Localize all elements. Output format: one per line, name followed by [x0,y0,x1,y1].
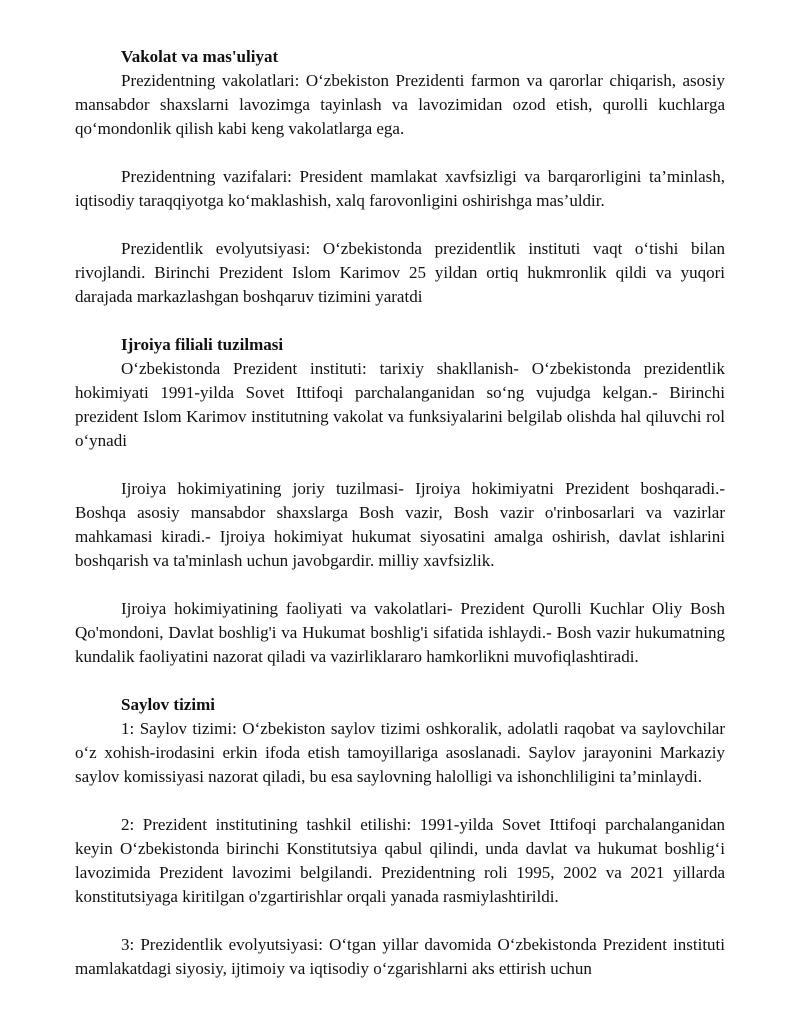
paragraph: Prezidentning vazifalari: President mamlakat xavfsizligi va barqarorligini ta’minlash, iqtisodiy taraqqiyotga ko‘maklashish, xalq farovonligini oshirishga mas’uldir. [75,167,725,210]
section-heading: Saylov tizimi [121,695,215,714]
section-ijroiya [75,333,725,669]
section-heading: Vakolat va mas'uliyat [121,47,279,66]
paragraph: Prezidentlik evolyutsiyasi: O‘zbekistonda prezidentlik instituti vaqt o‘tishi bilan rivojlandi. Birinchi Prezident Islom Karimov 25 yildan ortiq hukmronlik qildi va yuqori darajada markazlashgan boshqaruv tizimini yaratdi [75,239,725,306]
paragraph: Prezidentning vakolatlari: O‘zbekiston Prezidenti farmon va qarorlar chiqarish, asosiy mansabdor shaxslarni lavozimga tayinlash va lavozimidan ozod etish, qurolli kuchlarga qo‘mondonlik qilish kabi keng vakolatlarga ega. [75,71,725,138]
paragraph: 3: Prezidentlik evolyutsiyasi: O‘tgan yillar davomida O‘zbekistonda Prezident instituti mamlakatdagi siyosiy, ijtimoiy va iqtisodiy o‘zgarishlarni aks ettirish uchun [75,935,725,978]
paragraph: Ijroiya hokimiyatining joriy tuzilmasi- Ijroiya hokimiyatni Prezident boshqaradi.- Boshqa asosiy mansabdor shaxslarga Bosh vazir, Bosh vazir o'rinbosarlari va vazirlar mahkamasi kiradi.- Ijroiya hokimiyat hukumat siyosatini amalga oshirish, davlat ishlarini boshqarish va ta'minlash uchun javobgardir. milliy xavfsizlik. [75,479,725,570]
paragraph: 2: Prezident institutining tashkil etilishi: 1991-yilda Sovet Ittifoqi parchalanganidan keyin O‘zbekistonda birinchi Konstitutsiya qabul qilindi, unda davlat va hukumat boshlig‘i lavozimida Prezident lavozimi belgilandi. Prezidentning roli 1995, 2002 va 2021 yillarda konstitutsiyaga kiritilgan o'zgartirishlar orqali yanada rasmiylashtirildi. [75,815,725,906]
section-vakolat [75,45,725,309]
section-saylov [75,693,725,981]
section-heading: Ijroiya filiali tuzilmasi [121,335,284,354]
paragraph: O‘zbekistonda Prezident instituti: tarixiy shakllanish- O‘zbekistonda prezidentlik hokimiyati 1991-yilda Sovet Ittifoqi parchalanganidan so‘ng vujudga kelgan.- Birinchi prezident Islom Karimov institutning vakolat va funksiyalarini belgilab olishda hal qiluvchi rol o‘ynadi [75,359,725,450]
paragraph: Ijroiya hokimiyatining faoliyati va vakolatlari- Prezident Qurolli Kuchlar Oliy Bosh Qo'mondoni, Davlat boshlig'i va Hukumat boshlig'i sifatida ishlaydi.- Bosh vazir hukumatning kundalik faoliyatini nazorat qiladi va vazirliklararo hamkorlikni muvofiqlashtiradi. [75,599,725,666]
paragraph: 1: Saylov tizimi: O‘zbekiston saylov tizimi oshkoralik, adolatli raqobat va saylovchilar o‘z xohish-irodasini erkin ifoda etish tamoyillariga asoslanadi. Saylov jarayonini Markaziy saylov komissiyasi nazorat qiladi, bu esa saylovning halolligi va ishonchliligini ta’minlaydi. [75,719,725,786]
